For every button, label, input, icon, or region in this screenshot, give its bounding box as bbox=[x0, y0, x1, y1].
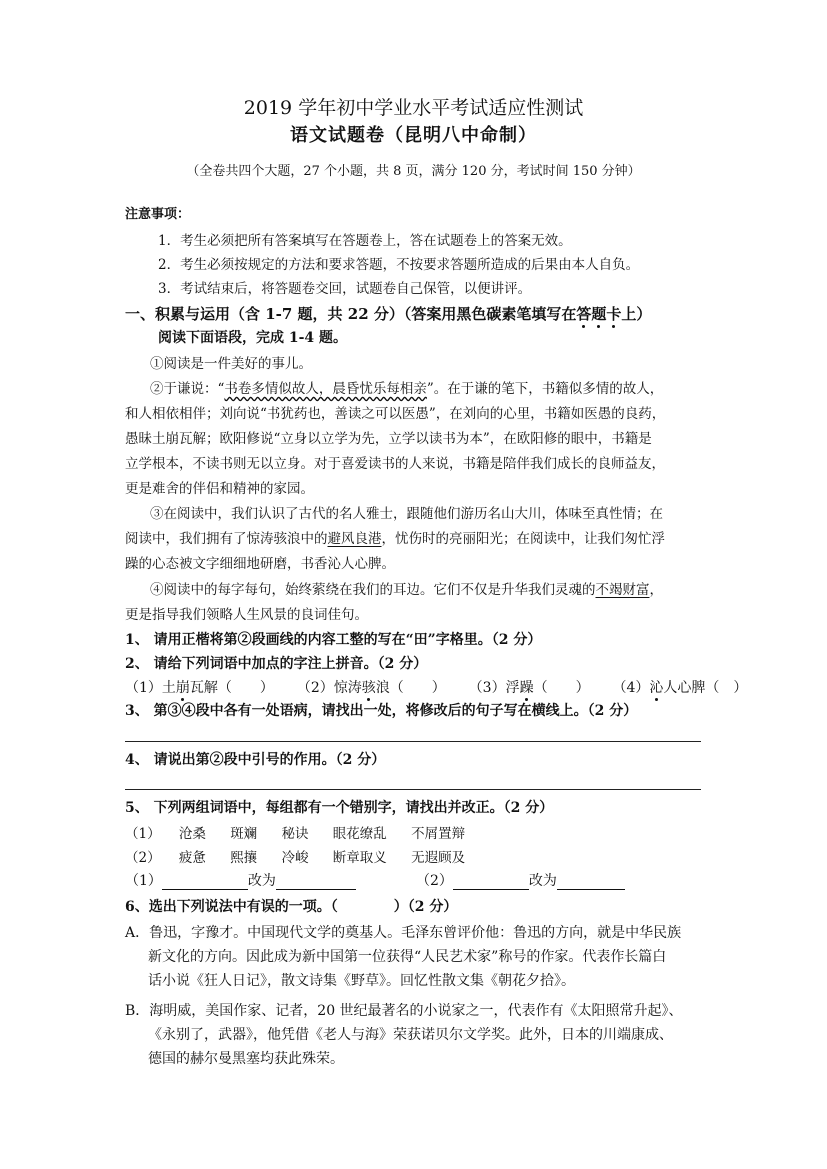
question-5-answer bbox=[125, 870, 356, 890]
word: 疲惫 bbox=[178, 850, 206, 866]
question-4: 4、 请说出第②段中引号的作用。（2 分） bbox=[125, 752, 386, 768]
answer-line[interactable] bbox=[125, 741, 701, 742]
dotted-char: 沁 bbox=[649, 680, 664, 696]
text-run: （ ） bbox=[533, 680, 590, 696]
passage-p2-line: 更是难舍的伴侣和精神的家园。 bbox=[125, 481, 314, 497]
exam-info: （全卷共四个大题，27 个小题，共 8 页，满分 120 分，考试时间 150 分钟） bbox=[186, 164, 641, 179]
passage-p3-line bbox=[125, 527, 665, 547]
answer-blank[interactable] bbox=[162, 875, 248, 890]
answer-blank[interactable] bbox=[557, 875, 625, 890]
option-b-line: B．海明威，美国作家、记者，20 世纪最著名的小说家之一，代表作有《太阳照常升起》、 bbox=[125, 1003, 683, 1019]
word: 不屑置辩 bbox=[411, 826, 466, 842]
section-heading bbox=[125, 303, 651, 324]
text-run: 浪（ ） bbox=[375, 680, 446, 696]
question-2: 2、 请给下列词语中加点的字注上拼音。（2 分） bbox=[125, 656, 428, 672]
word: 无遐顾及 bbox=[411, 850, 466, 866]
word: 沧桑 bbox=[178, 826, 206, 842]
passage-p4-line: 更是指导我们领略人生风景的良词佳句。 bbox=[125, 607, 368, 623]
section-heading-a: 一、积累与运用（含 1-7 题，共 22 分）（答案用黑色碳素笔填写在 bbox=[125, 305, 577, 323]
word: 冷峻 bbox=[281, 850, 309, 866]
passage-p4-line bbox=[150, 578, 663, 598]
text-run: （4） bbox=[612, 680, 650, 696]
question-1: 1、 请用正楷将第②段画线的内容工整的写在“田”字格里。（2 分） bbox=[125, 632, 542, 648]
word: 断章取义 bbox=[332, 850, 387, 866]
passage-p2-line: 和人相依相伴；刘向说“书犹药也，善读之可以医愚”，在刘向的心里，书籍如医愚的良药， bbox=[125, 406, 666, 422]
text-run: 改为 bbox=[528, 873, 557, 889]
text-run: （1） bbox=[125, 826, 161, 842]
passage-p1: ①阅读是一件美好的事儿。 bbox=[150, 356, 312, 372]
question-5-row bbox=[125, 822, 465, 842]
word: 斑斓 bbox=[230, 826, 258, 842]
question-5: 5、 下列两组词语中，每组都有一个错别字，请找出并改正。（2 分） bbox=[125, 800, 554, 816]
question-6: 6、选出下列说法中有误的一项。（ ）（2 分） bbox=[125, 899, 458, 915]
exam-title: 2019 学年初中学业水平考试适应性测试 bbox=[243, 97, 584, 119]
underlined-phrase: 避风良港 bbox=[327, 531, 382, 547]
passage-p2-line: 愚昧土崩瓦解；欧阳修说“立身以立学为先，立学以读书为本”，在欧阳修的眼中，书籍是 bbox=[125, 431, 652, 447]
dotted-char: 骇 bbox=[361, 680, 376, 696]
word: 秘诀 bbox=[281, 826, 309, 842]
text-run: （2） bbox=[416, 873, 453, 889]
option-a-line: 话小说《狂人日记》，散文诗集《野草》。回忆性散文集《朝花夕拾》。 bbox=[148, 973, 575, 989]
option-a-line: 新文化的方向。因此成为新中国第一位获得“人民艺术家”称号的作家。代表作长篇白 bbox=[148, 949, 667, 965]
text-run: （2）惊涛 bbox=[296, 680, 362, 696]
text-run: 改为 bbox=[247, 873, 276, 889]
notice-item: 1．考生必须把所有答案填写在答题卷上，答在试题卷上的答案无效。 bbox=[158, 233, 572, 249]
text-run: （3）浮 bbox=[468, 680, 520, 696]
passage-p2-line bbox=[150, 377, 663, 397]
text-run: （1） bbox=[125, 873, 162, 889]
answer-blank[interactable] bbox=[276, 875, 356, 890]
text-run: 瓦解（ ） bbox=[189, 680, 274, 696]
section-heading-c: 上） bbox=[621, 305, 652, 323]
text-run: （1）土 bbox=[125, 680, 176, 696]
answer-blank[interactable] bbox=[453, 875, 529, 890]
notice-heading: 注意事项： bbox=[125, 207, 191, 222]
dotted-char: 崩 bbox=[175, 680, 190, 696]
text-run: ②于谦说：“ bbox=[150, 381, 225, 397]
dotted-char: 卡 bbox=[606, 305, 622, 323]
dotted-char: 题 bbox=[591, 305, 607, 323]
question-5-row bbox=[125, 846, 465, 866]
answer-card-emphasis bbox=[576, 305, 621, 323]
question-2-items bbox=[125, 677, 747, 697]
reading-instruction: 阅读下面语段，完成 1-4 题。 bbox=[158, 330, 348, 346]
option-b-line: 德国的赫尔曼黑塞均获此殊荣。 bbox=[148, 1051, 344, 1067]
dotted-char: 答 bbox=[576, 305, 592, 323]
passage-p2-line: 立学根本，不读书则无以立身。对于喜爱读书的人来说，书籍是陪伴我们成长的良师益友， bbox=[125, 456, 665, 472]
exam-subtitle: 语文试题卷（昆明八中命制） bbox=[290, 125, 537, 146]
question-5-answer bbox=[416, 870, 625, 890]
text-run: 人心脾（ ） bbox=[663, 680, 748, 696]
text-run: 阅读中，我们拥有了惊涛骇浪中的 bbox=[125, 531, 328, 547]
underlined-phrase: 不竭财富 bbox=[595, 582, 650, 598]
question-3: 3、 第③④段中各有一处语病，请找出一处，将修改后的句子写在横线上。（2 分） bbox=[125, 703, 638, 719]
answer-line[interactable] bbox=[125, 789, 701, 790]
notice-item: 3．考试结束后，将答题卷交回，试题卷自己保管，以便讲评。 bbox=[158, 281, 532, 297]
text-run: （2） bbox=[125, 850, 161, 866]
notice-item: 2．考生必须按规定的方法和要求答题，不按要求答题所造成的后果由本人自负。 bbox=[158, 257, 640, 273]
text-run: ”。在于谦的笔下，书籍似多情的故人， bbox=[426, 381, 664, 397]
option-b-line: 《永别了，武器》，他凭借《老人与海》荣获诺贝尔文学奖。此外，日本的川端康成、 bbox=[148, 1027, 673, 1043]
passage-p3-line: 躁的心态被文字细细地研磨，书香沁人心脾。 bbox=[125, 556, 395, 572]
text-run: ，忧伤时的亮丽阳光；在阅读中，让我们匆忙浮 bbox=[381, 531, 665, 547]
underlined-quote: 书卷多情似故人，晨昏忧乐每相亲 bbox=[224, 381, 427, 397]
text-run: ， bbox=[649, 582, 663, 598]
word: 熙攘 bbox=[230, 850, 258, 866]
dotted-char: 躁 bbox=[519, 680, 534, 696]
word: 眼花缭乱 bbox=[332, 826, 387, 842]
option-a-line: A．鲁迅，字豫才。中国现代文学的奠基人。毛泽东曾评价他：鲁迅的方向，就是中华民族 bbox=[125, 925, 682, 941]
passage-p3-line: ③在阅读中，我们认识了古代的名人雅士，跟随他们游历名山大川，体味至真性情；在 bbox=[150, 506, 663, 522]
text-run: ④阅读中的每字每句，始终萦绕在我们的耳边。它们不仅是升华我们灵魂的 bbox=[150, 582, 596, 598]
